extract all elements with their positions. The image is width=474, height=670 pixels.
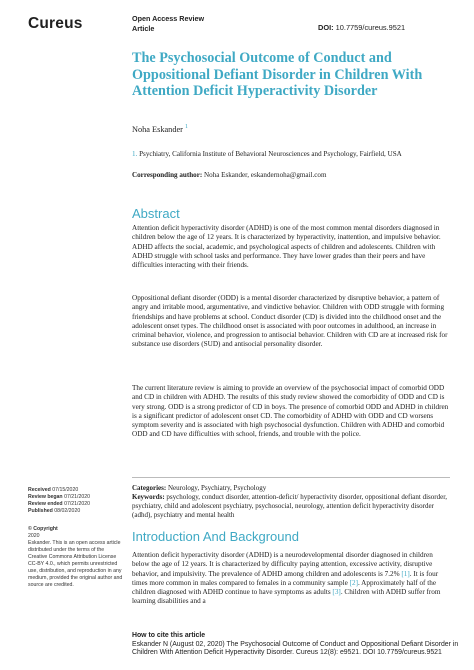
reference-link-2[interactable]: [2] (349, 578, 358, 587)
intro-text-4: . Children with ADHD suffer from learning disabilities and a (132, 588, 441, 606)
journal-logo: Cureus (28, 15, 83, 32)
categories-keywords (132, 484, 450, 520)
copyright-label: © Copyright (28, 526, 58, 532)
introduction-paragraph (132, 551, 450, 607)
corresponding-label: Corresponding author: (132, 171, 203, 179)
intro-text-2: . It is four times more common in males compared to females in a community sample (132, 569, 439, 587)
divider (132, 477, 450, 478)
review-began-value: 07/21/2020 (64, 494, 91, 500)
categories (132, 484, 450, 493)
abstract-heading: Abstract (132, 206, 180, 221)
affiliation-number: 1. (132, 150, 138, 158)
article-dates (28, 487, 124, 515)
keywords-text: psychology, conduct disorder, attention-deficit/ hyperactivity disorder, oppositional defiant disorder, psychiatry, child and adolescent psychiatry, psychosocial, neurology, attention deficit hyperactivity disorder (adhd), psychiatry and mental health (132, 493, 447, 519)
how-to-cite (132, 632, 462, 658)
doi-label: DOI: (318, 23, 334, 32)
published-value: 08/02/2020 (54, 508, 81, 514)
review-ended-date (28, 501, 124, 508)
cite-heading: How to cite this article (132, 632, 206, 639)
received-date (28, 487, 124, 494)
received-label: Received (28, 487, 51, 493)
abstract-paragraph-2: Oppositional defiant disorder (ODD) is a mental disorder characterized by disruptive behavior, a pattern of angry and irritable mood, argumentative, and vindictive behavior. Children with ODD struggle with forming friendships and have problems at school. Conduct disorder (CD) is divided into the childhood onset and the adolescent onset types. The childhood onset is associated with poor outcomes in adulthood, an increase in criminal behavior, violence, and progression to antisocial behavior. Children with CD are at increased risk for substance use disorders (SUD) and antisocial personality disorder. (132, 294, 448, 349)
copyright-text: Eskander. This is an open access article distributed under the terms of the Creative Commons Attribution License CC-BY 4.0., which permits unrestricted use, distribution, and reproduction in any medium, provided the original author and source are credited. (28, 540, 123, 588)
intro-text-1: Attention deficit hyperactivity disorder (ADHD) is a neurodevelopmental disorder diagnosed in children below the age of 12 years. It is characterized by difficulty paying attention, excessive activity, disruptive behavior, and impulsivity. The prevalence of ADHD among children and adolescents is 7.2% (132, 551, 433, 578)
copyright-notice (28, 526, 124, 589)
affiliation (132, 150, 402, 158)
published-label: Published (28, 508, 53, 514)
affiliation-text: Psychiatry, California Institute of Behavioral Neurosciences and Psychology, Fairfield, USA (139, 150, 402, 158)
corresponding-text[interactable]: Noha Eskander, eskandernoha@gmail.com (204, 171, 327, 179)
published-date (28, 508, 124, 515)
doi (318, 23, 405, 32)
open-access-label: Open Access Review (132, 14, 205, 23)
categories-text: Neurology, Psychiatry, Psychology (167, 484, 267, 492)
copyright-year: 2020 (28, 533, 40, 539)
article-label: Article (132, 23, 155, 33)
author-name: Noha Eskander (132, 124, 183, 134)
author (132, 124, 188, 134)
intro-text-3: . Approximately half of the children diagnosed with ADHD continue to have symptoms as adults (132, 578, 437, 597)
copyright-heading (28, 526, 124, 533)
article-type (132, 14, 204, 33)
keywords-label: Keywords: (132, 493, 165, 501)
keywords (132, 493, 450, 520)
introduction-heading: Introduction And Background (132, 529, 299, 544)
reference-link-3[interactable]: [3] (332, 588, 341, 597)
article-title: The Psychosocial Outcome of Conduct and Oppositional Defiant Disorder in Children With Attention Deficit Hyperactivity Disorder (132, 50, 423, 99)
received-value: 07/15/2020 (52, 487, 79, 493)
doi-value[interactable]: 10.7759/cureus.9521 (335, 23, 406, 32)
abstract-paragraph-1: Attention deficit hyperactivity disorder (ADHD) is one of the most common mental disorders diagnosed in children below the age of 12 years. It is characterized by hyperactivity, inattention, and impulsive behavior. ADHD affects the social, academic, and psychological aspects of children and adolescents. Children with ADHD struggle with school tasks and performance. They have lower grades than their peers and have difficulties interacting with their friends. (132, 224, 441, 270)
corresponding-author (132, 171, 326, 179)
review-ended-value: 07/21/2020 (64, 501, 91, 507)
abstract-paragraph-3: The current literature review is aiming to provide an overview of the psychosocial impact of comorbid ODD and CD in children with ADHD. The results of this study review showed the comorbidity of ODD and CD is very strong. ODD is a strong predictor of CD in boys. The presence of comorbid ODD and ADHD in children is a significant predictor of adolescent onset CD. The comorbidity of ADHD with ODD and CD worsens symptom severity and is associated with high psychosocial dysfunction. Children with ADHD and comorbid ODD and CD have difficulties with school, friends, and trouble with the police. (132, 384, 449, 439)
review-began-label: Review began (28, 494, 63, 500)
review-ended-label: Review ended (28, 501, 63, 507)
reference-link-1[interactable]: [1] (401, 569, 410, 578)
review-began-date (28, 494, 124, 501)
categories-label: Categories: (132, 484, 167, 492)
author-affiliation-mark[interactable]: 1 (185, 124, 188, 130)
cite-text: Eskander N (August 02, 2020) The Psychosocial Outcome of Conduct and Oppositional Defiant Disorder in Children With Attention Deficit Hyperactivity Disorder. Cureus 12(8): e9521. DOI 10.7759/cureus.9521 (132, 640, 459, 657)
